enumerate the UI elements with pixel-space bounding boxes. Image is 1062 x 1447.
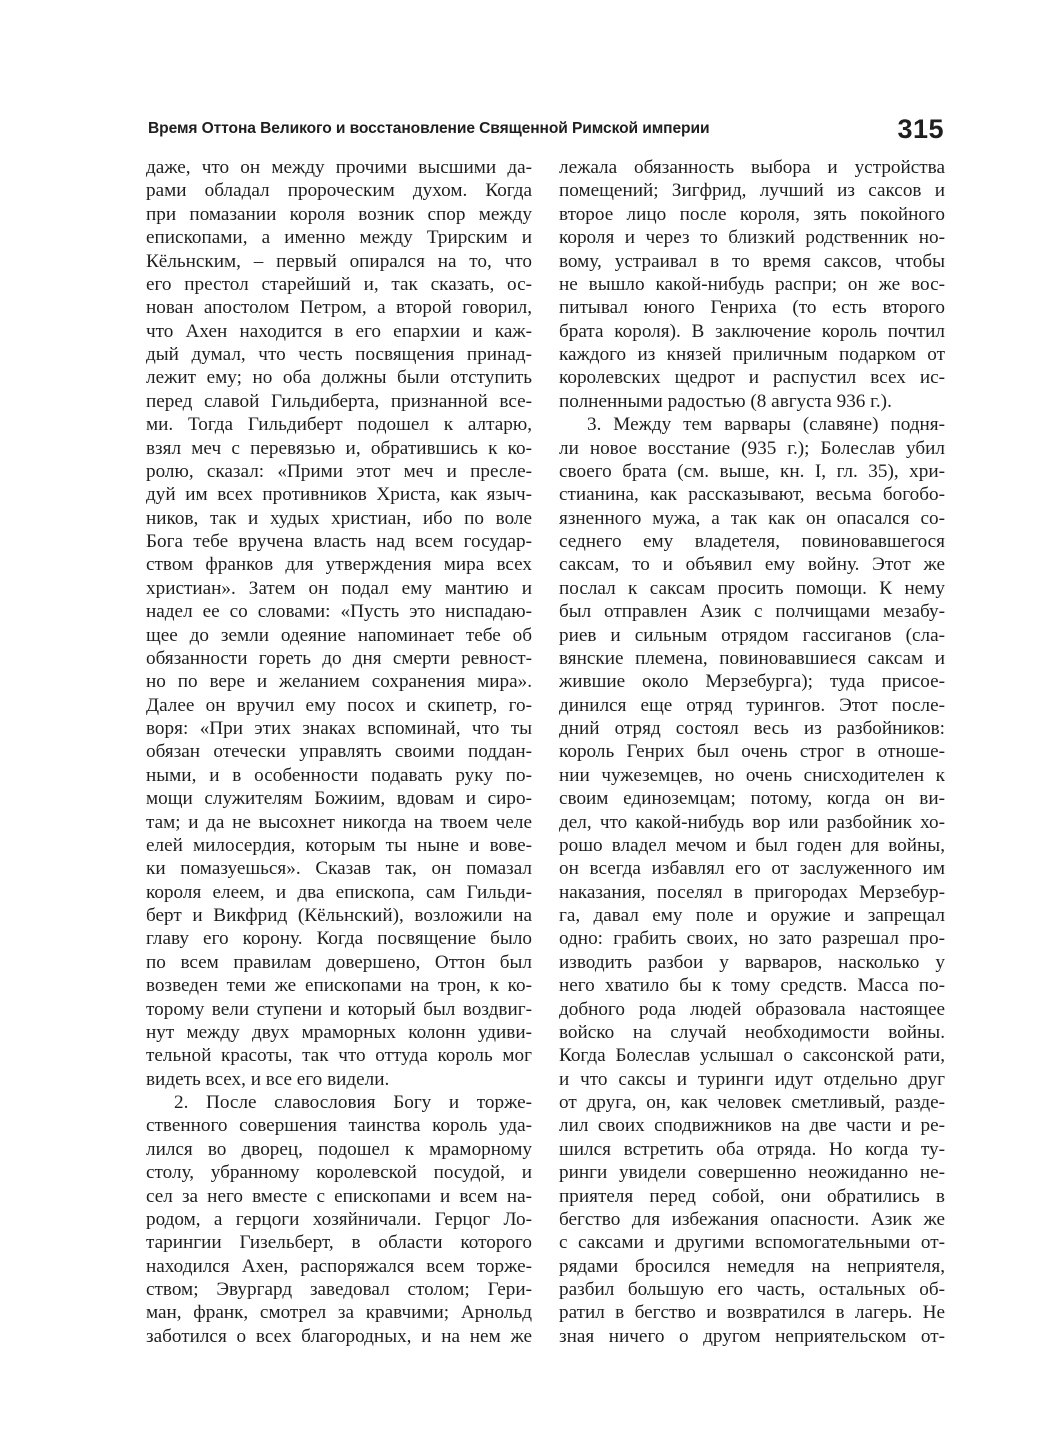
text-line: находился Ахен, распоряжался всем торже- — [146, 1255, 532, 1277]
text-line: лил своих сподвижников на две части и ре- — [559, 1115, 945, 1137]
text-line: своим единоземцам; потому, когда он ви- — [559, 788, 945, 810]
text-line: ролю, сказал: «Прими этот меч и пресле- — [146, 460, 532, 482]
text-line: он всегда избавлял его от заслуженного им — [559, 858, 945, 880]
text-line: брата короля). В заключение король почтил — [559, 320, 945, 342]
text-line: щее до земли одеяние напоминает тебе об — [146, 624, 532, 646]
text-line: ринги увидели совершенно неожиданно не- — [559, 1162, 945, 1184]
text-line: второе лицо после короля, зять покойного — [559, 203, 945, 225]
text-line: сел за него вместе с епископами и всем на- — [146, 1185, 532, 1207]
text-line: дел, что какой-нибудь вор или разбойник хо- — [559, 811, 945, 833]
text-line: ли новое восстание (935 г.); Болеслав убил — [559, 437, 945, 459]
text-line: вянские племена, повиновавшиеся саксам и — [559, 647, 945, 669]
text-line: короля елеем, и два епископа, сам Гильди- — [146, 881, 532, 903]
text-line: приятеля перед собой, они обратились в — [559, 1185, 945, 1207]
text-line: рами обладал пророческим духом. Когда — [146, 180, 532, 202]
text-line: короля и через то близкий родственник но- — [559, 227, 945, 249]
text-line: и что саксы и туринги идут отдельно друг — [559, 1068, 945, 1090]
text-line: его престол старейший и, так сказать, ос- — [146, 273, 532, 295]
text-line: га, давал ему поле и оружие и запрещал — [559, 905, 945, 926]
text-line: там; и да не высохнет никогда на твоем челе — [146, 811, 532, 833]
text-line: дуй им всех противников Христа, как языч- — [146, 484, 532, 506]
text-line: король Генрих был очень строг в отноше- — [559, 741, 945, 763]
page-number: 315 — [897, 114, 944, 144]
text-line: динился еще отряд турингов. Этот после- — [559, 694, 945, 716]
text-line: ман, франк, смотрел за кравчими; Арнольд — [146, 1302, 532, 1324]
text-line: жившие около Мерзебурга); туда присое- — [559, 671, 945, 693]
text-line: него хватило бы к тому средств. Масса по- — [559, 975, 945, 997]
text-line: королевских щедрот и распустил всех ис- — [559, 367, 945, 389]
text-line: воря: «При этих знаках вспоминай, что ты — [146, 718, 532, 739]
text-line: нии чужеземцев, но очень снисходителен к — [559, 764, 945, 786]
text-line: бегство для избежания опасности. Азик же — [559, 1208, 945, 1230]
text-line: ственного совершения таинства король уда- — [146, 1115, 532, 1137]
text-line: полненными радостью (8 августа 936 г.). — [559, 390, 892, 412]
text-line: ными, и в особенности подавать руку по- — [146, 764, 532, 786]
text-line: язненного мужа, а так как он опасался со- — [559, 507, 945, 529]
running-title: Время Оттона Великого и восстановление Священной Римской империи — [148, 120, 710, 137]
text-line: лежит ему; но оба должны были отступить — [146, 367, 532, 389]
text-line: от друга, он, как человек сметливый, разде- — [559, 1092, 945, 1113]
text-line: лился во дворец, подошел к мраморному — [146, 1138, 532, 1160]
text-line: столу, убранному королевской посудой, и — [146, 1162, 532, 1184]
text-line: зная ничего о другом неприятельском от- — [559, 1325, 945, 1347]
text-line: саксам, то и объявил ему войну. Этот же — [559, 554, 945, 576]
text-line: рядами бросился немедля на неприятеля, — [559, 1255, 945, 1277]
text-line: одно: грабить своих, но зато разрешал про- — [559, 928, 945, 950]
text-line: родом, а герцоги хозяйничали. Герцог Ло- — [146, 1208, 532, 1230]
text-line: Кёльнским, – первый опирался на то, что — [146, 250, 532, 272]
running-head — [148, 114, 944, 148]
text-line: ратил в бегство и возвратился в лагерь. Не — [559, 1302, 945, 1324]
text-line: Когда Болеслав услышал о саксонской рати, — [559, 1045, 945, 1067]
text-line: Далее он вручил ему посох и скипетр, го- — [146, 694, 532, 716]
text-line: возведен теми же епископами на трон, к ко- — [146, 975, 532, 997]
text-line: обязан отечески управлять своими поддан- — [146, 741, 532, 763]
text-line: с саксами и другими вспомогательными от- — [559, 1232, 945, 1254]
text-line: нут между двух мраморных колонн удиви- — [146, 1021, 532, 1043]
text-line: своего брата (см. выше, кн. I, гл. 35), хри- — [559, 460, 945, 482]
text-line: ством франков для утверждения мира всех — [146, 554, 532, 576]
text-line: разбил большую его часть, остальных об- — [559, 1279, 945, 1300]
text-line: послал к саксам просить помощи. К нему — [559, 577, 945, 599]
text-line: наказания, поселял в пригородах Мерзебур- — [559, 881, 945, 903]
text-line: обязанности гореть до дня смерти ревност- — [146, 647, 532, 669]
left-text-column — [146, 156, 532, 1348]
text-line: добного рода людей образовала настоящее — [559, 998, 945, 1020]
text-line: питывал юного Генриха (то есть второго — [559, 297, 945, 319]
text-line: риев и сильным отрядом гассиганов (сла- — [559, 624, 945, 646]
text-line: войско на случай необходимости войны. — [559, 1021, 945, 1043]
text-line: при помазании короля возник спор между — [146, 203, 532, 225]
text-line: шился встретить оба отряда. Но когда ту- — [559, 1138, 945, 1160]
text-line: каждого из князей приличным подарком от — [559, 344, 945, 365]
text-line: по всем правилам довершено, Оттон был — [146, 951, 532, 973]
text-line: стианина, как рассказывают, весьма богобо- — [559, 484, 945, 506]
text-line: 2. После славословия Богу и торже- — [174, 1092, 532, 1113]
text-line: мощи служителям Божиим, вдовам и сиро- — [146, 788, 532, 810]
right-text-column — [559, 156, 945, 1348]
text-line: лежала обязанность выбора и устройства — [559, 157, 945, 178]
text-line: Бога тебе вручена власть над всем государ- — [146, 531, 532, 552]
text-line: видеть всех, и все его видели. — [146, 1068, 390, 1090]
text-line: главу его корону. Когда посвящение было — [146, 928, 532, 950]
text-line: что Ахен находится в его епархии и каж- — [146, 320, 532, 342]
text-line: торому вели ступени и который был воздвиг- — [146, 998, 532, 1020]
text-line: елей милосердия, которым ты ныне и вове- — [146, 834, 532, 856]
text-line: даже, что он между прочими высшими да- — [146, 157, 532, 178]
text-line: епископами, а именно между Трирским и — [146, 227, 532, 249]
text-line: дний отряд состоял весь из разбойников: — [559, 718, 945, 739]
text-line: тарингии Гизельберт, в области которого — [146, 1232, 532, 1254]
text-line: христиан». Затем он подал ему мантию и — [146, 577, 532, 599]
text-line: изводить разбои у варваров, насколько у — [559, 951, 945, 973]
text-line: надел ее со словами: «Пусть это ниспадаю- — [146, 601, 532, 623]
text-line: седнего ему владетеля, повиновавшегося — [559, 531, 945, 552]
text-line: был отправлен Азик с полчищами мезабу- — [559, 601, 945, 623]
text-line: рошо владел мечом и был годен для войны, — [559, 834, 945, 856]
text-line: берт и Викфрид (Кёльнский), возложили на — [146, 905, 532, 926]
text-line: тельной красоты, так что оттуда король мог — [146, 1045, 532, 1067]
text-line: взял меч с перевязью и, обратившись к ко- — [146, 437, 532, 459]
text-line: ников, так и худых христиан, ибо по воле — [146, 507, 532, 529]
text-line: помещений; Зигфрид, лучший из саксов и — [559, 180, 945, 202]
text-line: не вышло какой-нибудь распри; он же вос- — [559, 273, 945, 295]
text-line: дый думал, что честь посвящения принад- — [146, 344, 532, 365]
text-line: заботился о всех благородных, и на нем же — [146, 1325, 532, 1347]
text-line: ки помазуешься». Сказав так, он помазал — [146, 858, 532, 880]
text-line: вому, устраивал в то время саксов, чтобы — [559, 250, 945, 272]
text-line: ством; Эвургард заведовал столом; Гери- — [146, 1279, 532, 1300]
text-line: 3. Между тем варвары (славяне) подня- — [587, 414, 945, 436]
text-line: ми. Тогда Гильдиберт подошел к алтарю, — [146, 414, 532, 436]
text-line: но по вере и желанием сохранения мира». — [146, 671, 532, 693]
text-line: перед славой Гильдиберта, признанной все- — [146, 390, 532, 412]
text-line: нован апостолом Петром, а второй говорил, — [146, 297, 532, 319]
